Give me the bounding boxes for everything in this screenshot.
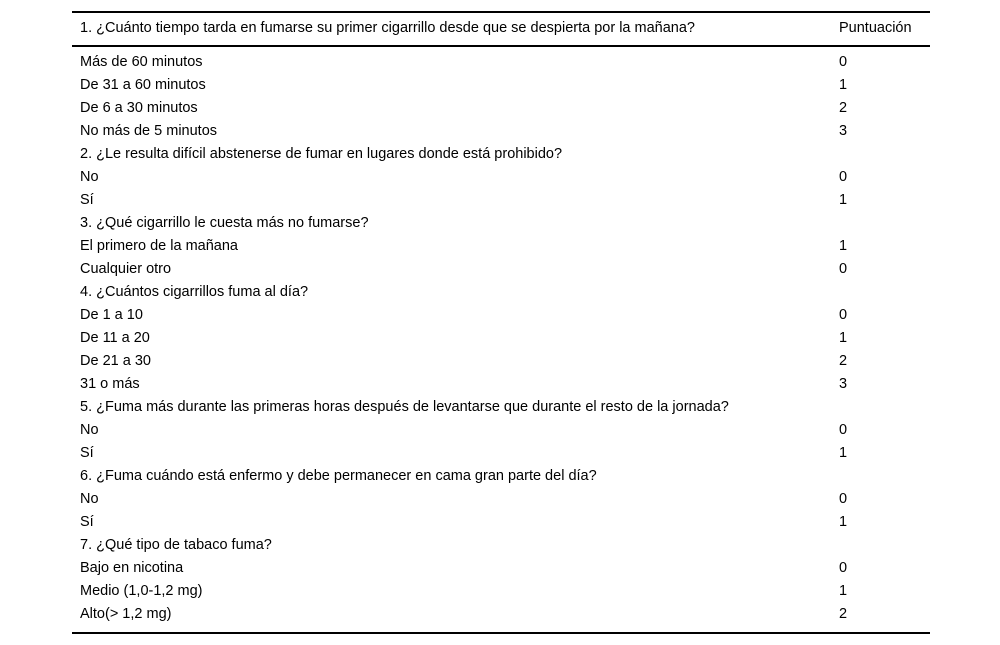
question-row — [72, 396, 930, 419]
option-score: 0 — [839, 261, 848, 277]
question-label: 2. ¿Le resulta difícil abstenerse de fumar en lugares donde está prohibido? — [80, 146, 563, 162]
option-label[interactable]: De 21 a 30 — [80, 353, 151, 369]
option-row — [72, 580, 930, 603]
option-row — [72, 488, 930, 511]
option-score: 1 — [839, 583, 848, 599]
option-label[interactable]: 31 o más — [80, 376, 140, 392]
question-row — [72, 143, 930, 166]
question-label: 4. ¿Cuántos cigarrillos fuma al día? — [80, 284, 309, 300]
option-label[interactable]: De 11 a 20 — [80, 330, 150, 346]
question-row — [72, 534, 930, 557]
option-score — [833, 212, 930, 235]
option-score: 0 — [839, 491, 848, 507]
option-row — [72, 327, 930, 350]
question-label: 5. ¿Fuma más durante las primeras horas después de levantarse que durante el resto de la jornada? — [80, 399, 729, 415]
question-label: 6. ¿Fuma cuándo está enfermo y debe permanecer en cama gran parte del día? — [80, 468, 597, 484]
option-row — [72, 603, 930, 632]
option-label[interactable]: Más de 60 minutos — [80, 54, 203, 70]
option-score: 1 — [839, 238, 848, 254]
option-score: 1 — [839, 330, 848, 346]
option-row — [72, 74, 930, 97]
option-score: 3 — [839, 376, 848, 392]
questionnaire-table — [72, 13, 930, 632]
option-label[interactable]: No — [80, 491, 99, 507]
option-label[interactable]: Sí — [80, 192, 94, 208]
option-score: 2 — [839, 606, 848, 622]
option-score: 1 — [839, 445, 848, 461]
option-row — [72, 304, 930, 327]
option-row — [72, 442, 930, 465]
option-score — [833, 534, 930, 557]
option-label[interactable]: De 31 a 60 minutos — [80, 77, 206, 93]
option-row — [72, 258, 930, 281]
option-label[interactable]: Sí — [80, 514, 94, 530]
question-1-text: 1. ¿Cuánto tiempo tarda en fumarse su primer cigarrillo desde que se despierta por la mañana? — [72, 13, 833, 46]
option-label[interactable]: Medio (1,0-1,2 mg) — [80, 583, 203, 599]
option-row — [72, 189, 930, 212]
option-score: 0 — [839, 54, 848, 70]
option-score: 0 — [839, 422, 848, 438]
questionnaire-rows — [72, 46, 930, 632]
table-header-row — [72, 13, 930, 46]
question-label: 7. ¿Qué tipo de tabaco fuma? — [80, 537, 272, 553]
option-label[interactable]: Bajo en nicotina — [80, 560, 184, 576]
option-score: 0 — [839, 169, 848, 185]
option-label[interactable]: De 1 a 10 — [80, 307, 143, 323]
option-label[interactable]: Sí — [80, 445, 94, 461]
questionnaire-table-body — [72, 13, 930, 46]
option-label[interactable]: Alto(> 1,2 mg) — [80, 606, 172, 622]
option-row — [72, 373, 930, 396]
score-column-header: Puntuación — [833, 13, 930, 46]
option-label[interactable]: El primero de la mañana — [80, 238, 238, 254]
option-row — [72, 235, 930, 258]
option-label[interactable]: No — [80, 422, 99, 438]
option-score: 3 — [839, 123, 848, 139]
question-label: 3. ¿Qué cigarrillo le cuesta más no fumarse? — [80, 215, 369, 231]
option-row — [72, 120, 930, 143]
question-row — [72, 465, 930, 488]
option-row — [72, 97, 930, 120]
option-label[interactable]: No — [80, 169, 99, 185]
option-score: 0 — [839, 307, 848, 323]
option-label[interactable]: Cualquier otro — [80, 261, 172, 277]
option-row — [72, 46, 930, 74]
option-label[interactable]: De 6 a 30 minutos — [80, 100, 198, 116]
option-score: 2 — [839, 353, 848, 369]
question-row — [72, 212, 930, 235]
option-score: 2 — [839, 100, 848, 116]
option-row — [72, 419, 930, 442]
option-row — [72, 166, 930, 189]
option-score — [833, 143, 930, 166]
option-score: 0 — [839, 560, 848, 576]
option-score: 1 — [839, 514, 848, 530]
question-row — [72, 281, 930, 304]
fagerstrom-questionnaire-table — [72, 11, 930, 634]
option-row — [72, 350, 930, 373]
option-row — [72, 511, 930, 534]
option-score: 1 — [839, 77, 848, 93]
option-score — [833, 396, 930, 419]
option-score: 1 — [839, 192, 848, 208]
option-label[interactable]: No más de 5 minutos — [80, 123, 218, 139]
option-score — [833, 281, 930, 304]
option-row — [72, 557, 930, 580]
option-score — [833, 465, 930, 488]
